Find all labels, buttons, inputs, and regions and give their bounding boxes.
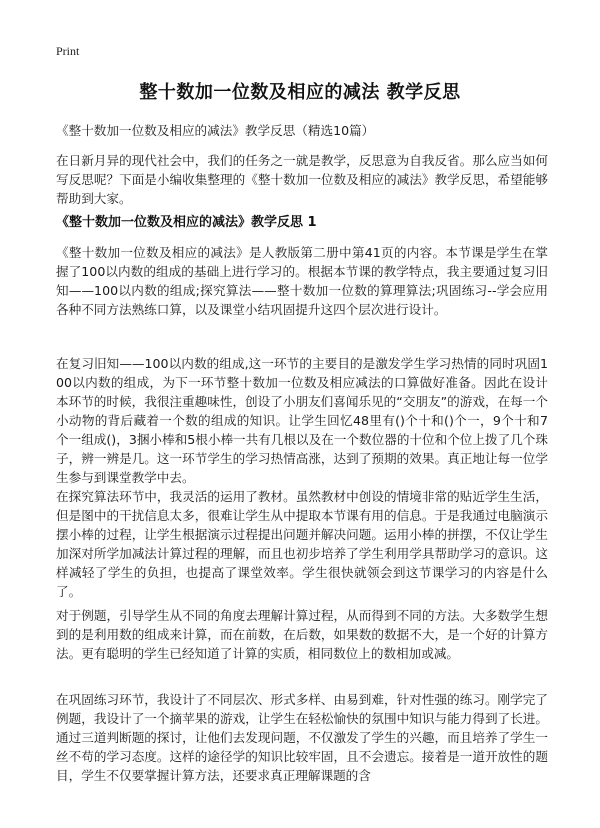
body-paragraph: 对于例题，引导学生从不同的角度去理解计算过程，从而得到不同的方法。大多数学生想到的是利用数的组成来计算，而在前数，在后数，如果数的数据不大，是一个好的计算方法。更有聪明的学生已经知道了计算的实质，相同数位上的数相加或减。: [56, 608, 548, 661]
body-paragraph: 在复习旧知——100以内数的组成,这一环节的主要目的是激发学生学习热情的同时巩固100以内数的组成，为下一环节整十数加一位数及相应减法的口算做好准备。因此在设计本环节的时候，我很注重趣味性，创设了小朋友们喜闻乐见的“交朋友”的游戏，在每一个小动物的背后藏着一个数的组成的知识。让学生回忆48里有()个十和()个一，9个十和7个一组成()，3捆小棒和5根小棒一共有几根以及在一个数位器的十位和个位上拨了几个珠子，辨一辨是几。这一环节学生的学习热情高涨，达到了预期的效果。真正地让每一位学生参与到课堂教学中去。: [56, 356, 548, 485]
section-heading: 《整十数加一位数及相应的减法》教学反思 1: [56, 215, 317, 230]
page-title: 整十数加一位数及相应的减法 教学反思: [139, 82, 461, 103]
intro-paragraph: 在日新月异的现代社会中，我们的任务之一就是教学，反思意为自我反省。那么应当如何写反思呢？下面是小编收集整理的《整十数加一位数及相应的减法》教学反思，希望能够帮助到大家。: [56, 153, 548, 206]
body-paragraph: 在巩固练习环节，我设计了不同层次、形式多样、由易到难，针对性强的练习。刚学完了例题，我设计了一个摘苹果的游戏，让学生在轻松愉快的氛围中知识与能力得到了长进。通过三道判断题的探讨，让他们去发现问题，不仅激发了学生的兴趣，而且培养了学生一丝不苟的学习态度。这样的途径学的知识比较牢固，且不会遗忘。接着是一道开放性的题目，学生不仅要掌握计算方法，还要求真正理解课题的含: [56, 692, 548, 783]
print-label: Print: [56, 44, 80, 58]
body-paragraph: 在探究算法环节中，我灵活的运用了教材。虽然教材中创设的情境非常的贴近学生生活，但是图中的干扰信息太多，很难让学生从中提取本节课有用的信息。于是我通过电脑演示摆小棒的过程，让学生根据演示过程提出问题并解决问题。运用小棒的拼摆，不仅让学生加深对所学加减法计算过程的理解，而且也初步培养了学生利用学具帮助学习的意识。这样减轻了学生的负担，也提高了课堂效率。学生很快就领会到这节课学习的内容是什么了。: [56, 489, 548, 599]
document-subtitle: 《整十数加一位数及相应的减法》教学反思（精选10篇）: [56, 123, 375, 138]
body-paragraph: 《整十数加一位数及相应的减法》是人教版第二册中第41页的内容。本节课是学生在掌握了100以内数的组成的基础上进行学习的。根据本节课的教学特点，我主要通过复习旧知——100以内数的组成;探究算法——整十数加一位数的算理算法;巩固练习--学会应用各种不同方法熟练口算，以及课堂小结巩固提升这四个层次进行设计。: [56, 245, 548, 317]
